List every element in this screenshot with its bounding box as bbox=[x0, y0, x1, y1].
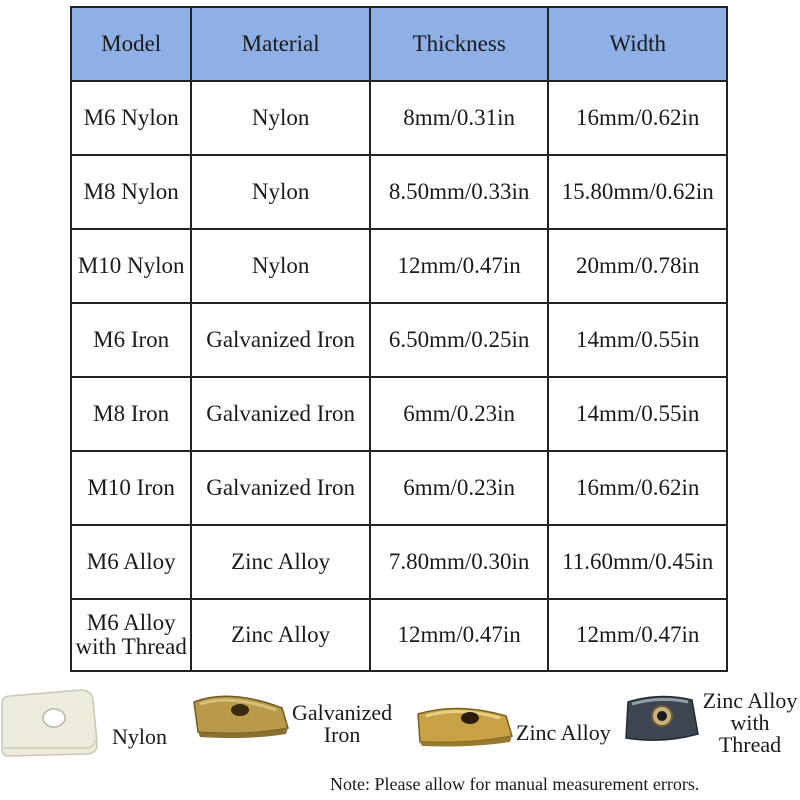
cell-thickness: 7.80mm/0.30in bbox=[370, 525, 549, 599]
cell-model: M6 Alloy with Thread bbox=[71, 599, 191, 671]
zinc-alloy-label: Zinc Alloy bbox=[516, 720, 611, 745]
cell-thickness: 8mm/0.31in bbox=[370, 81, 549, 155]
cell-width: 14mm/0.55in bbox=[548, 303, 727, 377]
cell-material: Nylon bbox=[191, 81, 370, 155]
nylon-label: Nylon bbox=[112, 724, 167, 749]
cell-model: M10 Iron bbox=[71, 451, 191, 525]
galvanized-iron-part-image bbox=[190, 688, 290, 740]
cell-model: M8 Iron bbox=[71, 377, 191, 451]
cell-material: Galvanized Iron bbox=[191, 451, 370, 525]
cell-material: Nylon bbox=[191, 229, 370, 303]
cell-model: M6 Nylon bbox=[71, 81, 191, 155]
cell-model: M6 Alloy bbox=[71, 525, 191, 599]
table-row bbox=[71, 81, 727, 155]
cell-thickness: 6.50mm/0.25in bbox=[370, 303, 549, 377]
table-header-row bbox=[71, 7, 727, 81]
cell-thickness: 12mm/0.47in bbox=[370, 229, 549, 303]
cell-width: 12mm/0.47in bbox=[548, 599, 727, 671]
cell-model: M10 Nylon bbox=[71, 229, 191, 303]
cell-width: 16mm/0.62in bbox=[548, 451, 727, 525]
cell-width: 20mm/0.78in bbox=[548, 229, 727, 303]
cell-model: M6 Iron bbox=[71, 303, 191, 377]
zinc-thread-label-line: Zinc Alloy bbox=[702, 688, 798, 713]
header-model: Model bbox=[71, 7, 191, 81]
header-material: Material bbox=[191, 7, 370, 81]
header-thickness: Thickness bbox=[370, 7, 549, 81]
zinc-alloy-thread-part-image bbox=[622, 690, 700, 746]
zinc-alloy-thread-label bbox=[700, 690, 800, 756]
cell-material: Nylon bbox=[191, 155, 370, 229]
table-row bbox=[71, 229, 727, 303]
nylon-part-image bbox=[0, 682, 102, 762]
table-row bbox=[71, 377, 727, 451]
zinc-thread-label-line: Thread bbox=[718, 732, 782, 757]
cell-width: 15.80mm/0.62in bbox=[548, 155, 727, 229]
measurement-note: Note: Please allow for manual measurement errors. bbox=[330, 774, 700, 794]
cell-thickness: 12mm/0.47in bbox=[370, 599, 549, 671]
cell-thickness: 6mm/0.23in bbox=[370, 377, 549, 451]
cell-thickness: 8.50mm/0.33in bbox=[370, 155, 549, 229]
cell-width: 14mm/0.55in bbox=[548, 377, 727, 451]
cell-material: Galvanized Iron bbox=[191, 303, 370, 377]
cell-material: Zinc Alloy bbox=[191, 525, 370, 599]
table-row bbox=[71, 303, 727, 377]
cell-model: M8 Nylon bbox=[71, 155, 191, 229]
table-row bbox=[71, 525, 727, 599]
cell-material: Galvanized Iron bbox=[191, 377, 370, 451]
header-width: Width bbox=[548, 7, 727, 81]
cell-width: 16mm/0.62in bbox=[548, 81, 727, 155]
cell-material: Zinc Alloy bbox=[191, 599, 370, 671]
table-row bbox=[71, 155, 727, 229]
galvanized-label-line: Iron bbox=[323, 722, 361, 747]
galvanized-label-line: Galvanized bbox=[292, 700, 393, 725]
zinc-alloy-part-image bbox=[414, 700, 514, 748]
cell-width: 11.60mm/0.45in bbox=[548, 525, 727, 599]
table-row bbox=[71, 451, 727, 525]
table-row bbox=[71, 599, 727, 671]
zinc-thread-label-line: with bbox=[730, 710, 770, 735]
spec-table bbox=[70, 6, 728, 672]
galvanized-iron-label bbox=[292, 702, 392, 746]
cell-thickness: 6mm/0.23in bbox=[370, 451, 549, 525]
